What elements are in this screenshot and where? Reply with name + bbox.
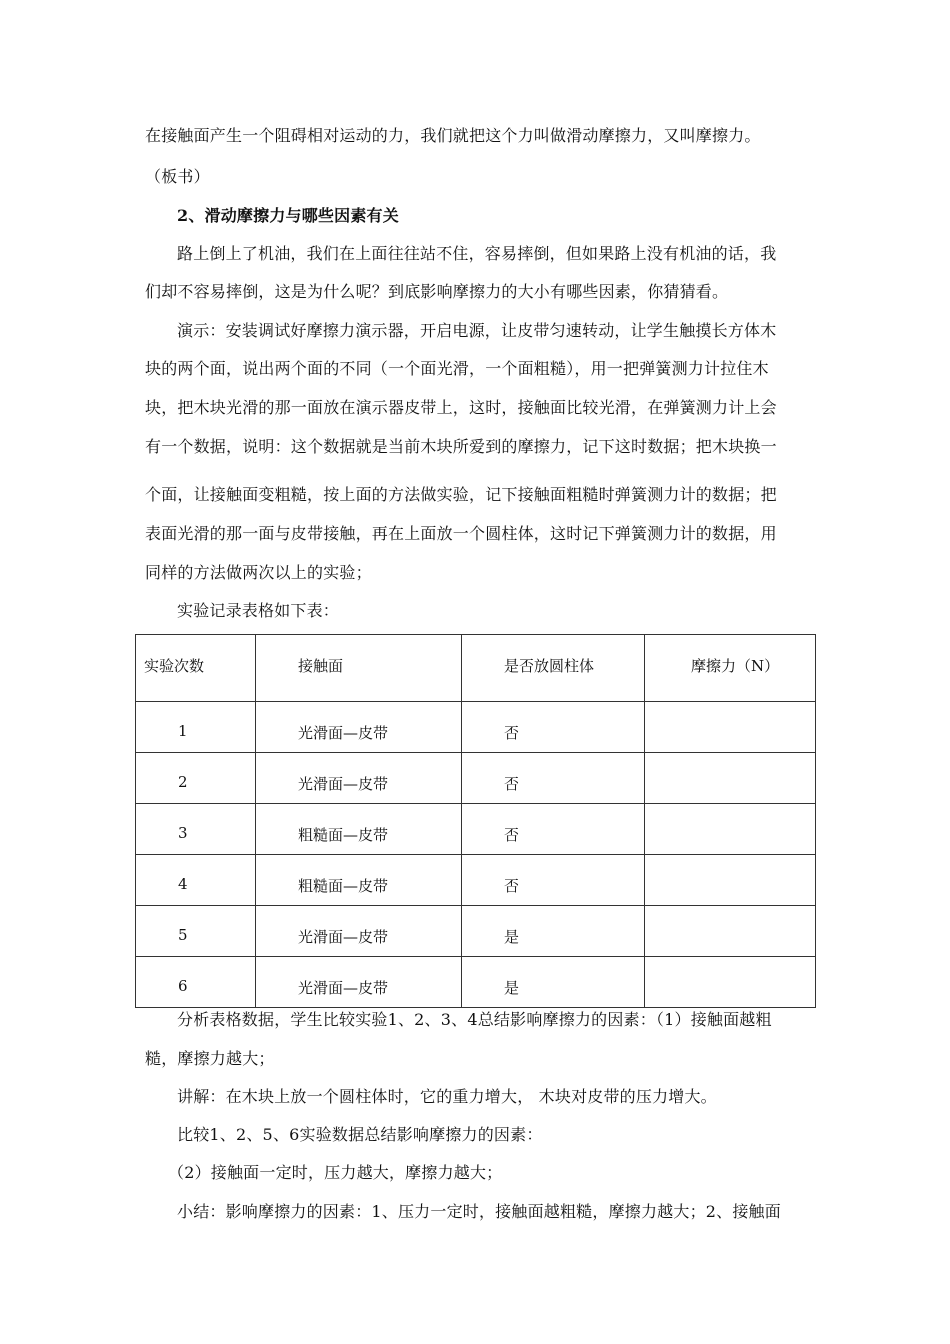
paragraph-line: 们却不容易摔倒，这是为什么呢？到底影响摩擦力的大小有哪些因素，你猜猜看。 <box>145 282 729 301</box>
cell-friction <box>645 753 816 804</box>
cell-cylinder-placed: 否 <box>462 804 645 855</box>
cell-cylinder-placed: 是 <box>462 906 645 957</box>
cell-friction <box>645 804 816 855</box>
table-row <box>136 906 816 957</box>
header-friction: 摩擦力（N） <box>645 635 816 702</box>
paragraph-line: 分析表格数据，学生比较实验1、2、3、4总结影响摩擦力的因素：（1）接触面越粗 <box>177 1010 772 1029</box>
paragraph-line: 有一个数据，说明：这个数据就是当前木块所爱到的摩擦力，记下这时数据；把木块换一 <box>145 437 777 456</box>
cell-trial-number: 1 <box>136 702 256 753</box>
header-trial-number: 实验次数 <box>136 635 256 702</box>
cell-cylinder-placed: 否 <box>462 753 645 804</box>
cell-cylinder-placed: 是 <box>462 957 645 1008</box>
paragraph-line: 表面光滑的那一面与皮带接触，再在上面放一个圆柱体，这时记下弹簧测力计的数据，用 <box>145 524 777 543</box>
cell-contact-surface: 光滑面—皮带 <box>256 957 462 1008</box>
header-contact-surface: 接触面 <box>256 635 462 702</box>
cell-contact-surface: 粗糙面—皮带 <box>256 855 462 906</box>
cell-cylinder-placed: 否 <box>462 702 645 753</box>
table-row <box>136 702 816 753</box>
cell-friction <box>645 957 816 1008</box>
cell-contact-surface: 粗糙面—皮带 <box>256 804 462 855</box>
cell-contact-surface: 光滑面—皮带 <box>256 702 462 753</box>
cell-friction <box>645 702 816 753</box>
paragraph-line: 在接触面产生一个阻碍相对运动的力，我们就把这个力叫做滑动摩擦力，又叫摩擦力。 <box>145 126 761 145</box>
cell-trial-number: 5 <box>136 906 256 957</box>
cell-cylinder-placed: 否 <box>462 855 645 906</box>
cell-trial-number: 3 <box>136 804 256 855</box>
experiment-record-table <box>135 634 816 1008</box>
cell-friction <box>645 906 816 957</box>
table-row <box>136 855 816 906</box>
paragraph-line: 糙，摩擦力越大； <box>145 1049 275 1068</box>
cell-trial-number: 4 <box>136 855 256 906</box>
cell-trial-number: 6 <box>136 957 256 1008</box>
paragraph-line: 块的两个面，说出两个面的不同（一个面光滑，一个面粗糙），用一把弹簧测力计拉住木 <box>145 359 769 378</box>
table-row <box>136 753 816 804</box>
table-row <box>136 804 816 855</box>
section-heading: 2、滑动摩擦力与哪些因素有关 <box>177 206 399 225</box>
paragraph-line: 演示：安装调试好摩擦力演示器，开启电源，让皮带匀速转动，让学生触摸长方体木 <box>177 321 777 340</box>
paragraph-line: 讲解：在木块上放一个圆柱体时，它的重力增大， 木块对皮带的压力增大。 <box>177 1087 717 1106</box>
table-header-row <box>136 635 816 702</box>
paragraph-line: 比较1、2、5、6实验数据总结影响摩擦力的因素： <box>177 1125 543 1144</box>
cell-contact-surface: 光滑面—皮带 <box>256 753 462 804</box>
paragraph-line: 块，把木块光滑的那一面放在演示器皮带上，这时，接触面比较光滑，在弹簧测力计上会 <box>145 398 777 417</box>
table-row <box>136 957 816 1008</box>
paragraph-line: 小结：影响摩擦力的因素：1、压力一定时，接触面越粗糙，摩擦力越大；2、接触面 <box>177 1202 781 1221</box>
paragraph-line: （2）接触面一定时，压力越大，摩擦力越大； <box>168 1163 503 1182</box>
cell-contact-surface: 光滑面—皮带 <box>256 906 462 957</box>
cell-trial-number: 2 <box>136 753 256 804</box>
header-cylinder-placed: 是否放圆柱体 <box>462 635 645 702</box>
paragraph-line: 个面，让接触面变粗糙，按上面的方法做实验，记下接触面粗糙时弹簧测力计的数据；把 <box>145 485 777 504</box>
table-caption: 实验记录表格如下表： <box>177 601 340 620</box>
board-note: （板书） <box>145 167 210 186</box>
cell-friction <box>645 855 816 906</box>
paragraph-line: 路上倒上了机油，我们在上面往往站不住，容易摔倒，但如果路上没有机油的话，我 <box>177 244 777 263</box>
paragraph-line: 同样的方法做两次以上的实验； <box>145 563 372 582</box>
